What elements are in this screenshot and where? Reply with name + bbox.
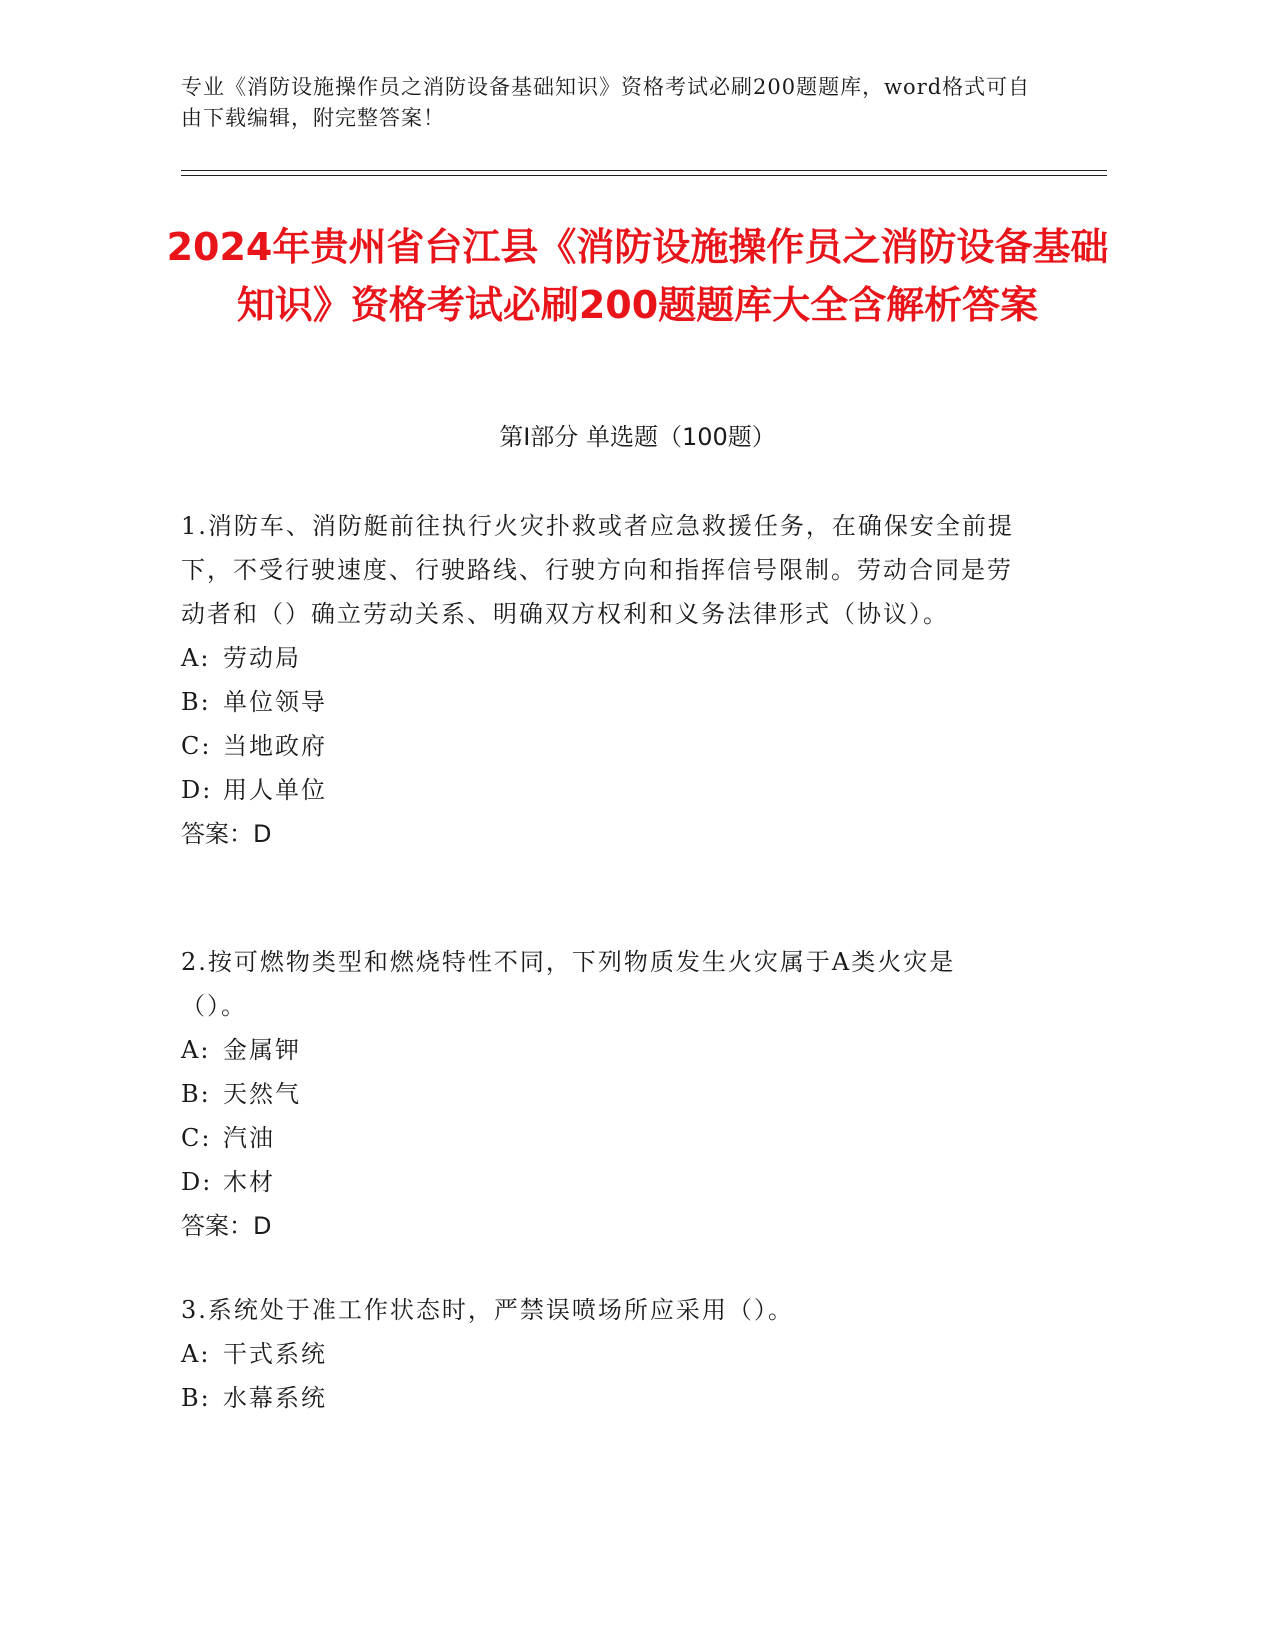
option-a: [181, 1332, 1021, 1376]
option-letter: A:: [181, 644, 211, 672]
option-text: 劳动局: [223, 644, 301, 672]
option-b: [181, 680, 1021, 724]
option-c: [181, 724, 1021, 768]
option-letter: B:: [181, 688, 211, 716]
option-text: 木材: [223, 1168, 275, 1196]
header-divider-bottom: [181, 175, 1107, 176]
question-text: 2.按可燃物类型和燃烧特性不同，下列物质发生火灾属于A类火灾是（）。: [181, 948, 956, 1020]
document-title: 2024年贵州省台江县《消防设施操作员之消防设备基础知识》资格考试必刷200题题库大全含解析答案: [166, 225, 1109, 327]
header-divider-top: [181, 170, 1107, 171]
option-d: [181, 768, 1021, 812]
option-d: [181, 1160, 1021, 1204]
question-text: 1.消防车、消防艇前往执行火灾扑救或者应急救援任务，在确保安全前提下，不受行驶速度、行驶路线、行驶方向和指挥信号限制。劳动合同是劳动者和（）确立劳动关系、明确双方权利和义务法律形式（协议）。: [181, 512, 1014, 628]
option-letter: C:: [181, 1124, 212, 1152]
option-text: 用人单位: [223, 776, 327, 804]
option-letter: D:: [181, 1168, 213, 1196]
option-b: [181, 1072, 1021, 1116]
option-text: 天然气: [223, 1080, 301, 1108]
option-letter: A:: [181, 1340, 211, 1368]
question-2: [181, 940, 1021, 1248]
option-text: 单位领导: [223, 688, 327, 716]
option-text: 水幕系统: [223, 1384, 327, 1412]
answer: 答案：D: [181, 820, 272, 848]
question-1: [181, 504, 1021, 856]
answer: 答案：D: [181, 1212, 272, 1240]
option-a: [181, 1028, 1021, 1072]
question-3: [181, 1288, 1021, 1420]
option-c: [181, 1116, 1021, 1160]
section-heading: 第I部分 单选题（100题）: [499, 423, 776, 451]
option-text: 当地政府: [223, 732, 327, 760]
option-text: 金属钾: [223, 1036, 301, 1064]
option-letter: D:: [181, 776, 213, 804]
question-text: 3.系统处于准工作状态时，严禁误喷场所应采用（）。: [181, 1296, 794, 1324]
option-letter: B:: [181, 1080, 211, 1108]
header-note: 专业《消防设施操作员之消防设备基础知识》资格考试必刷200题题库，word格式可自由下载编辑，附完整答案！: [181, 75, 1031, 130]
option-a: [181, 636, 1021, 680]
option-letter: C:: [181, 732, 212, 760]
option-text: 汽油: [223, 1124, 275, 1152]
option-letter: A:: [181, 1036, 211, 1064]
option-text: 干式系统: [223, 1340, 327, 1368]
option-letter: B:: [181, 1384, 211, 1412]
option-b: [181, 1376, 1021, 1420]
